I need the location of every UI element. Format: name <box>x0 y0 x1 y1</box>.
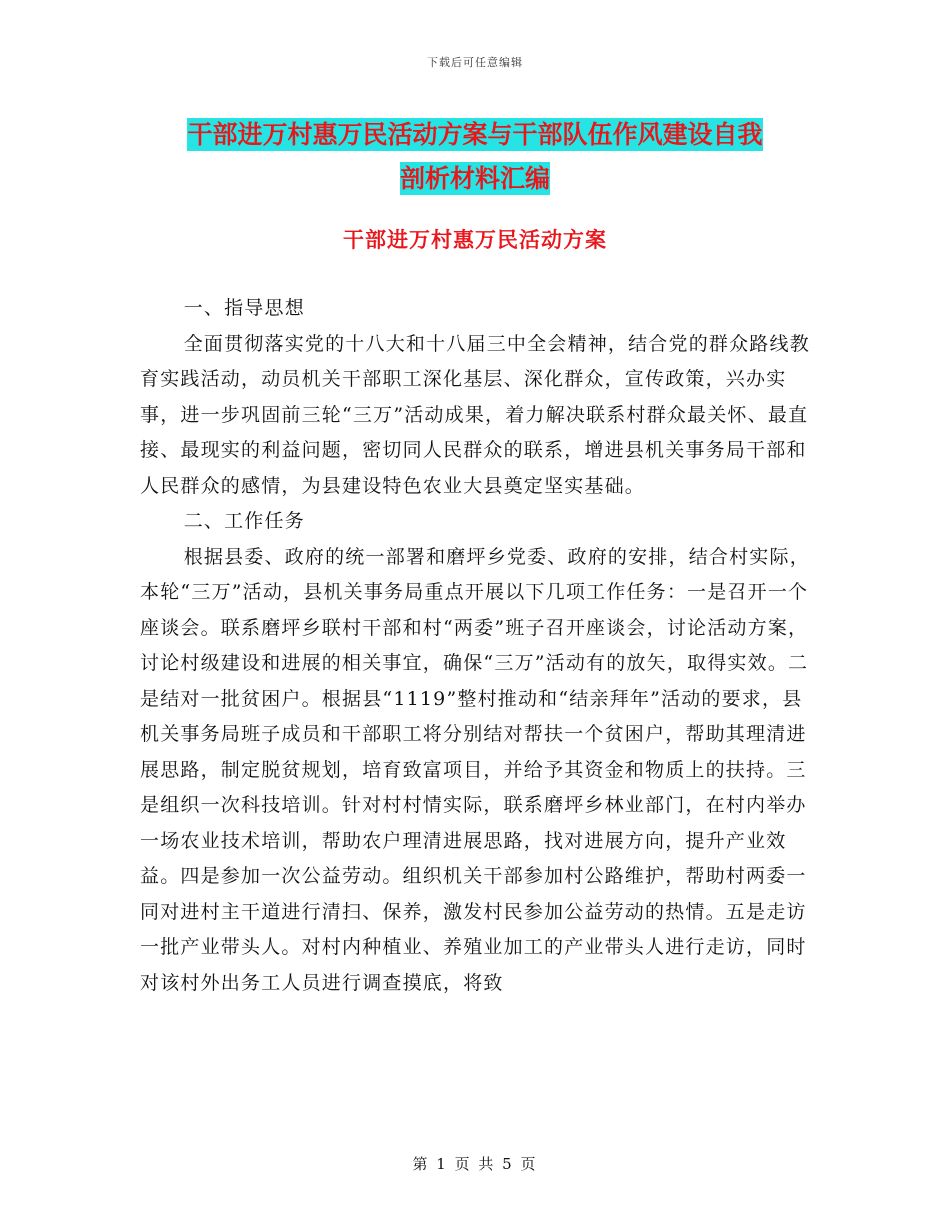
page-header-note: 下载后可任意编辑 <box>427 56 523 69</box>
document-title <box>140 113 810 201</box>
heading-guiding-ideology: 一、指导思想 <box>183 297 305 319</box>
page-number: 第 1 页 共 5 页 <box>412 1155 538 1173</box>
heading-work-tasks: 二、工作任务 <box>183 510 305 532</box>
document-body <box>140 291 812 1001</box>
document-title-line-2: 剖析材料汇编 <box>399 164 550 193</box>
paragraph-guiding-ideology: 全面贯彻落实党的十八大和十八届三中全会精神，结合党的群众路线教育实践活动，动员机关干部职工深化基层、深化群众，宣传政策，兴办实事，进一步巩固前三轮“三万”活动成果，着力解决联系村群众最关怀、最直接、最现实的利益问题，密切同人民群众的联系，增进县机关事务局干部和人民群众的感情，为县建设特色农业大县奠定坚实基础。 <box>140 332 810 497</box>
section-title: 干部进万村惠万民活动方案 <box>343 227 607 252</box>
document-title-line-1: 干部进万村惠万民活动方案与干部队伍作风建设自我 <box>187 120 763 149</box>
paragraph-work-tasks: 根据县委、政府的统一部署和磨坪乡党委、政府的安排，结合村实际，本轮“三万”活动，县机关事务局重点开展以下几项工作任务：一是召开一个座谈会。联系磨坪乡联村干部和村“两委”班子召开座谈会，讨论活动方案，讨论村级建设和进展的相关事宜，确保“三万”活动有的放矢，取得实效。二是结对一批贫困户。根据县“1119”整村推动和“结亲拜年”活动的要求，县机关事务局班子成员和干部职工将分别结对帮扶一个贫困户，帮助其理清进展思路，制定脱贫规划，培育致富项目，并给予其资金和物质上的扶持。三是组织一次科技培训。针对村村情实际，联系磨坪乡林业部门，在村内举办一场农业技术培训，帮助农户理清进展思路，找对进展方向，提升产业效益。四是参加一次公益劳动。组织机关干部参加村公路维护，帮助村两委一同对进村主干道进行清扫、保养，激发村民参加公益劳动的热情。五是走访一批产业带头人。对村内种植业、养殖业加工的产业带头人进行走访，同时对该村外出务工人员进行调查摸底，将致 <box>140 545 810 994</box>
